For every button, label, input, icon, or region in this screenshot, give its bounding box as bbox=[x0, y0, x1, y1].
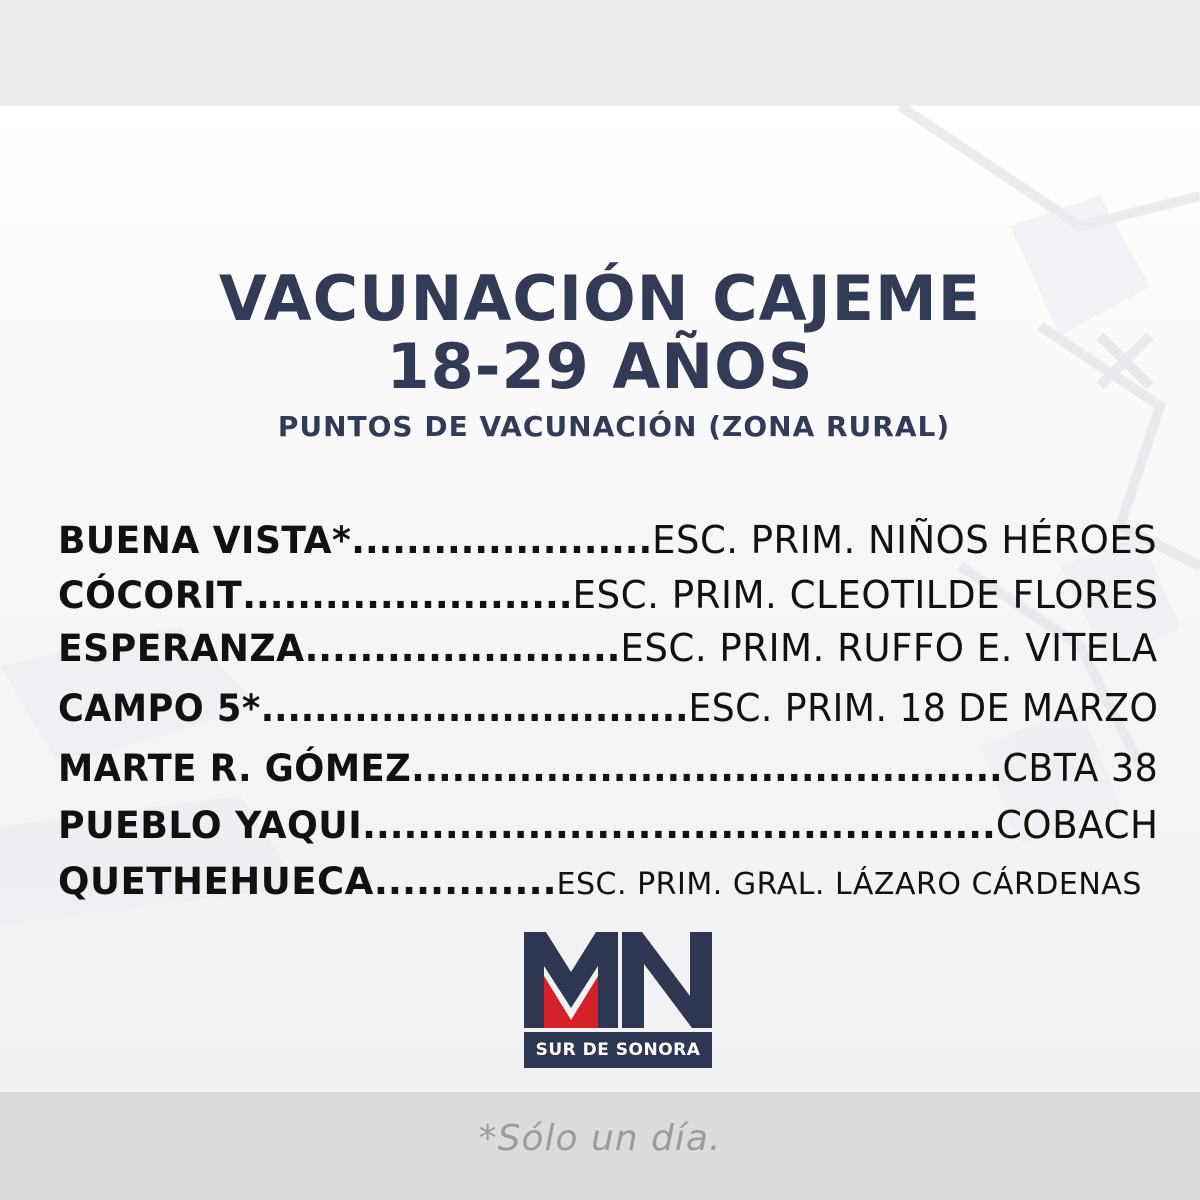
school-name: COBACH bbox=[995, 803, 1159, 847]
leader-dots: ................................ bbox=[260, 687, 689, 730]
school-name: ESC. PRIM. NIÑOS HÉROES bbox=[652, 518, 1158, 562]
leader-dots: ............. bbox=[373, 860, 557, 903]
location-name: MARTE R. GÓMEZ bbox=[58, 747, 412, 790]
mn-logo-mark bbox=[524, 932, 712, 1028]
location-name: CAMPO 5* bbox=[58, 687, 261, 730]
location-name: ESPERANZA bbox=[58, 627, 305, 670]
leader-dots: ....................... bbox=[304, 627, 621, 670]
location-row bbox=[58, 860, 1142, 903]
location-name: BUENA VISTA* bbox=[58, 519, 352, 562]
location-name: PUEBLO YAQUI bbox=[58, 804, 363, 847]
location-row bbox=[58, 573, 1158, 617]
leader-dots: ........................ bbox=[242, 574, 573, 617]
leader-dots: .............................................. bbox=[362, 804, 996, 847]
top-band bbox=[0, 0, 1200, 106]
footnote: *Sólo un día. bbox=[478, 1118, 722, 1159]
location-name: QUETHEHUECA bbox=[58, 860, 374, 903]
school-name: ESC. PRIM. 18 DE MARZO bbox=[688, 686, 1159, 730]
leader-dots: ............................................ bbox=[411, 747, 1003, 790]
location-row bbox=[58, 746, 1158, 790]
title-line-2: 18-29 AÑOS bbox=[386, 330, 814, 403]
location-name: CÓCORIT bbox=[58, 574, 243, 617]
mn-logo bbox=[524, 932, 712, 1068]
leader-dots: ...................... bbox=[351, 519, 653, 562]
logo-tagline: SUR DE SONORA bbox=[524, 1032, 712, 1068]
location-row bbox=[58, 686, 1158, 730]
school-name: ESC. PRIM. CLEOTILDE FLORES bbox=[572, 573, 1159, 617]
location-row bbox=[58, 518, 1157, 562]
subtitle: PUNTOS DE VACUNACIÓN (ZONA RURAL) bbox=[277, 410, 951, 443]
title-line-1: VACUNACIÓN CAJEME bbox=[218, 262, 982, 335]
school-name: ESC. PRIM. GRAL. LÁZARO CÁRDENAS bbox=[556, 867, 1142, 902]
location-row bbox=[58, 626, 1158, 670]
school-name: CBTA 38 bbox=[1002, 746, 1159, 790]
school-name: ESC. PRIM. RUFFO E. VITELA bbox=[620, 626, 1158, 670]
location-row bbox=[58, 803, 1158, 847]
